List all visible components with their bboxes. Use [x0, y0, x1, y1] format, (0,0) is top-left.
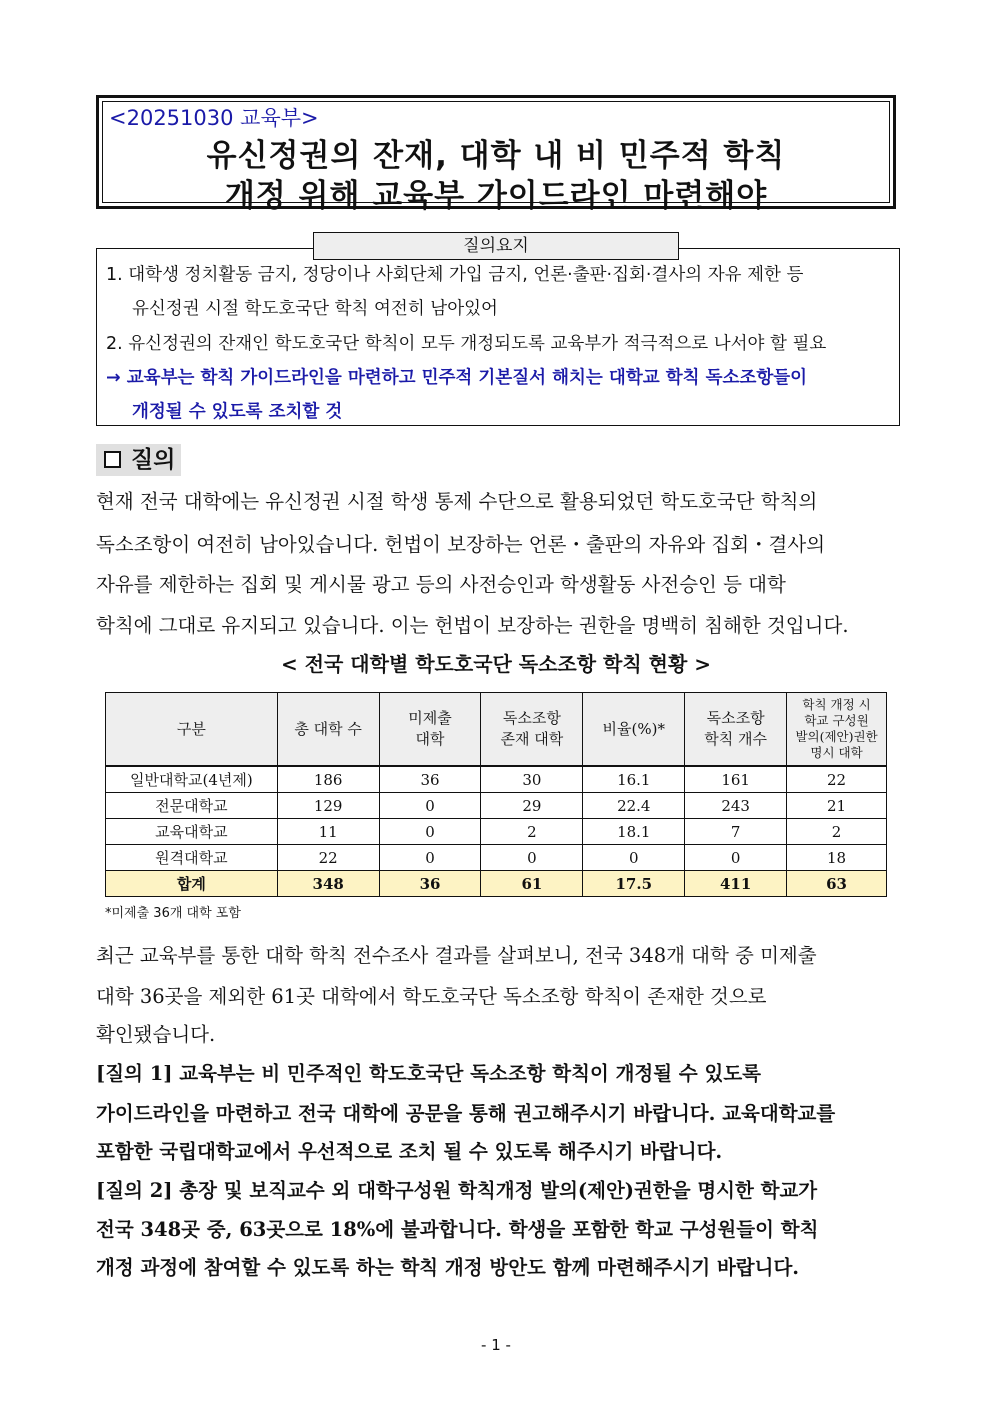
- section-title: 질의: [131, 447, 176, 473]
- cell-category: 교육대학교: [106, 819, 278, 845]
- table-row: [106, 845, 887, 871]
- intro-line-1: 현재 전국 대학에는 유신정권 시절 학생 통제 수단으로 활용되었던 학도호국단 학칙의: [96, 490, 818, 513]
- col-header-toxic-exists: 독소조항 존재 대학: [481, 693, 583, 767]
- col-header-total: 총 대학 수: [277, 693, 379, 767]
- cell-category: 원격대학교: [106, 845, 278, 871]
- col-header-proposal-rights: 학칙 개정 시 학교 구성원 발의(제안)권한 명시 대학: [787, 693, 887, 767]
- section-heading: [96, 444, 181, 476]
- result-line-3: 확인됐습니다.: [96, 1023, 216, 1046]
- cell-proposal-rights: 63: [787, 871, 887, 897]
- table-row: [106, 819, 887, 845]
- table-total-row: [106, 871, 887, 897]
- cell-unsubmitted: 0: [379, 793, 481, 819]
- cell-ratio: 17.5: [583, 871, 685, 897]
- cell-total-label: 합계: [106, 871, 278, 897]
- cell-proposal-rights: 2: [787, 819, 887, 845]
- table-row: [106, 793, 887, 819]
- status-table: [105, 692, 887, 897]
- table-footnote: *미제출 36개 대학 포함: [105, 906, 241, 921]
- cell-proposal-rights: 21: [787, 793, 887, 819]
- cell-toxic-exists: 30: [481, 766, 583, 793]
- col-header-toxic-count: 독소조항 학칙 개수: [685, 693, 787, 767]
- col-header-category: 구분: [106, 693, 278, 767]
- question-2-line-3: 개정 과정에 참여할 수 있도록 하는 학칙 개정 방안도 함께 마련해주시기 바랍니다.: [96, 1256, 800, 1279]
- summary-tag: 질의요지: [313, 232, 679, 260]
- summary-item-1-line-2: 유신정권 시절 학도호국단 학칙 여전히 남아있어: [132, 299, 498, 319]
- summary-item-2: 2. 유신정권의 잔재인 학도호국단 학칙이 모두 개정되도록 교육부가 적극적으로 나서야 할 필요: [106, 334, 827, 354]
- cell-total: 348: [277, 871, 379, 897]
- intro-line-3: 자유를 제한하는 집회 및 게시물 광고 등의 사전승인과 학생활동 사전승인 등 대학: [96, 573, 786, 596]
- cell-unsubmitted: 0: [379, 819, 481, 845]
- result-line-2: 대학 36곳을 제외한 61곳 대학에서 학도호국단 독소조항 학칙이 존재한 것으로: [96, 985, 767, 1008]
- cell-toxic-count: 161: [685, 766, 787, 793]
- result-line-1: 최근 교육부를 통한 대학 학칙 전수조사 결과를 살펴보니, 전국 348개 대학 중 미제출: [96, 944, 817, 967]
- title-inner-border: [102, 101, 890, 214]
- summary-arrow-line-1: → 교육부는 학칙 가이드라인을 마련하고 민주적 기본질서 해치는 대학교 학칙 독소조항들이: [106, 368, 808, 388]
- cell-toxic-exists: 61: [481, 871, 583, 897]
- cell-toxic-exists: 2: [481, 819, 583, 845]
- checkbox-square-icon: [104, 451, 121, 468]
- cell-toxic-count: 7: [685, 819, 787, 845]
- cell-total: 186: [277, 766, 379, 793]
- cell-unsubmitted: 36: [379, 871, 481, 897]
- summary-arrow-line-2: 개정될 수 있도록 조치할 것: [132, 402, 343, 422]
- cell-total: 129: [277, 793, 379, 819]
- cell-toxic-exists: 0: [481, 845, 583, 871]
- title-box: [96, 95, 896, 214]
- col-header-ratio: 비율(%)*: [583, 693, 685, 767]
- intro-line-4: 학칙에 그대로 유지되고 있습니다. 이는 헌법이 보장하는 권한을 명백히 침해한 것입니다.: [96, 614, 849, 637]
- cell-toxic-exists: 29: [481, 793, 583, 819]
- cell-proposal-rights: 22: [787, 766, 887, 793]
- cell-toxic-count: 0: [685, 845, 787, 871]
- cell-proposal-rights: 18: [787, 845, 887, 871]
- cell-category: 전문대학교: [106, 793, 278, 819]
- question-1-line-3: 포함한 국립대학교에서 우선적으로 조치 될 수 있도록 해주시기 바랍니다.: [96, 1140, 723, 1163]
- question-2-line-1: [질의 2] 총장 및 보직교수 외 대학구성원 학칙개정 발의(제안)권한을 명시한 학교가: [96, 1179, 818, 1202]
- question-2-line-2: 전국 348곳 중, 63곳으로 18%에 불과합니다. 학생을 포함한 학교 구성원들이 학칙: [96, 1218, 819, 1241]
- title-line-1: 유신정권의 잔재, 대학 내 비 민주적 학칙: [206, 138, 786, 174]
- cell-toxic-count: 243: [685, 793, 787, 819]
- cell-ratio: 22.4: [583, 793, 685, 819]
- title-line-2: 개정 위해 교육부 가이드라인 마련해야: [224, 178, 768, 214]
- date-tag: <20251030 교육부>: [109, 106, 319, 130]
- question-1-line-1: [질의 1] 교육부는 비 민주적인 학도호국단 독소조항 학칙이 개정될 수 있도록: [96, 1062, 762, 1085]
- table-title: < 전국 대학별 학도호국단 독소조항 학칙 현황 >: [280, 652, 711, 676]
- cell-category: 일반대학교(4년제): [106, 766, 278, 793]
- cell-total: 22: [277, 845, 379, 871]
- cell-ratio: 18.1: [583, 819, 685, 845]
- cell-ratio: 16.1: [583, 766, 685, 793]
- cell-ratio: 0: [583, 845, 685, 871]
- summary-item-1-line-1: 1. 대학생 정치활동 금지, 정당이나 사회단체 가입 금지, 언론·출판·집회·결사의 자유 제한 등: [106, 265, 804, 285]
- table-header-row: [106, 693, 887, 767]
- cell-toxic-count: 411: [685, 871, 787, 897]
- col-header-unsubmitted: 미제출 대학: [379, 693, 481, 767]
- intro-line-2: 독소조항이 여전히 남아있습니다. 헌법이 보장하는 언론・출판의 자유와 집회・결사의: [96, 533, 826, 556]
- page-number: - 1 -: [481, 1336, 511, 1354]
- cell-unsubmitted: 0: [379, 845, 481, 871]
- question-1-line-2: 가이드라인을 마련하고 전국 대학에 공문을 통해 권고해주시기 바랍니다. 교육대학교를: [96, 1102, 836, 1125]
- cell-unsubmitted: 36: [379, 766, 481, 793]
- cell-total: 11: [277, 819, 379, 845]
- table-row: [106, 766, 887, 793]
